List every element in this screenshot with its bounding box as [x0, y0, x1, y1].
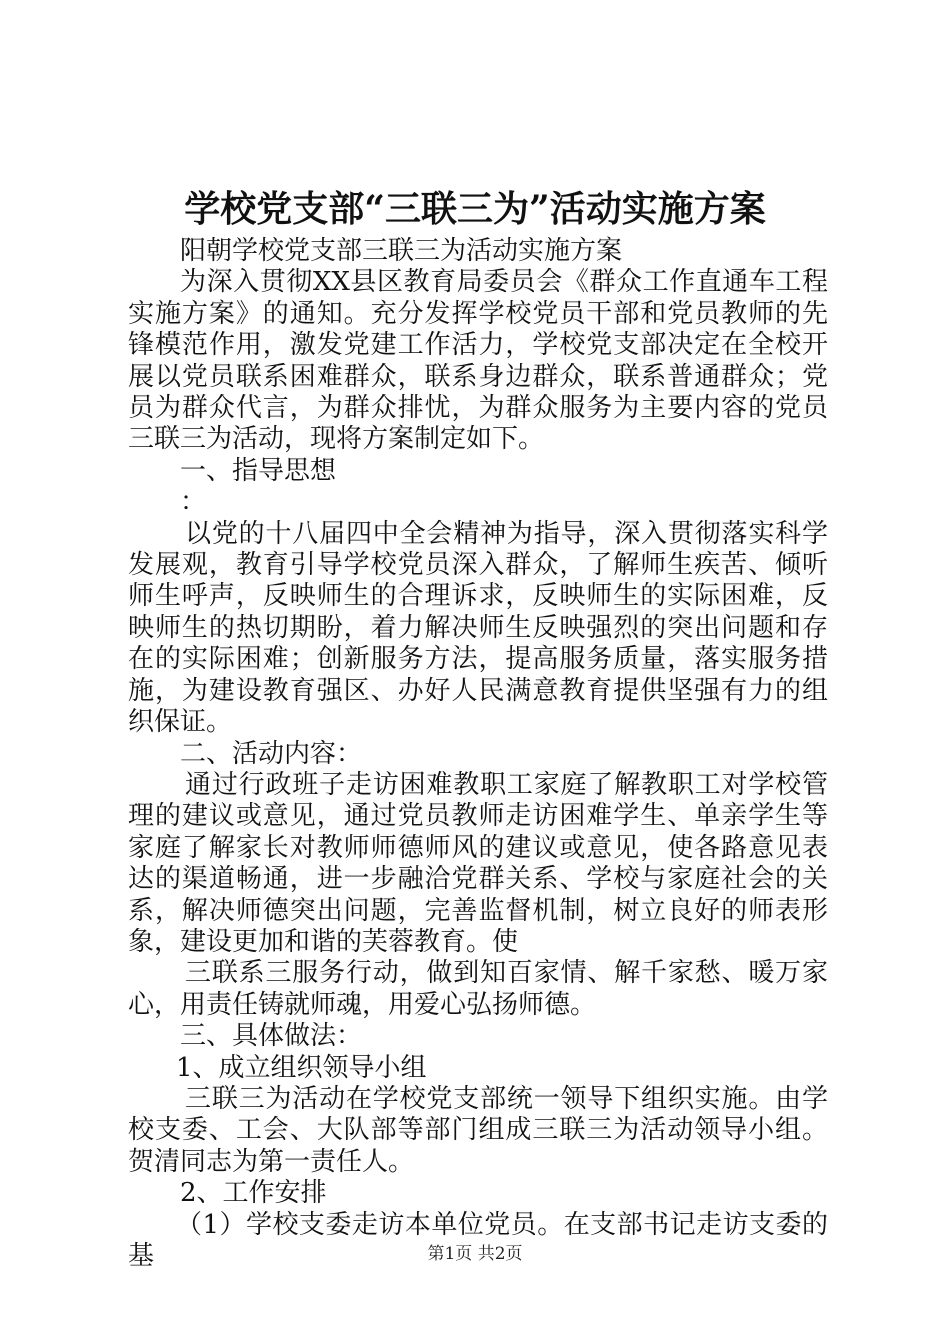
subheading-leadership-group: 1、成立组织领导小组	[176, 1052, 427, 1083]
section-heading-guiding-thought: 一、指导思想	[180, 455, 337, 486]
paragraph-guiding-thought: 以党的十八届四中全会精神为指导，深入贯彻落实科学发展观，教育引导学校党员深入群众，了解师生疾苦、倾听师生呼声，反映师生的合理诉求，反映师生的实际困难，反映师生的热切期盼，着力解决师生反映强烈的突出问题和存在的实际困难；创新服务方法，提高服务质量，落实服务措施，为建设教育强区、办好人民满意教育提供坚强有力的组织保证。	[128, 518, 828, 738]
paragraph-three-links: 三联系三服务行动，做到知百家情、解千家愁、暖万家心，用责任铸就师魂，用爱心弘扬师德。	[128, 958, 828, 1020]
section-heading-activity-content: 二、活动内容：	[180, 738, 363, 769]
page-footer: 第1页 共2页	[427, 1244, 523, 1264]
document-title: 学校党支部“三联三为”活动实施方案	[184, 188, 766, 230]
colon-line: ：	[180, 487, 207, 518]
paragraph-work-arrangement-1: （1）学校支委走访本单位党员。在支部书记走访支委的基	[128, 1209, 828, 1271]
document-body	[128, 236, 828, 1272]
section-heading-specific-methods: 三、具体做法：	[180, 1021, 363, 1052]
paragraph-activity-content: 通过行政班子走访困难教职工家庭了解教职工对学校管理的建议或意见，通过党员教师走访困难学生、单亲学生等家庭了解家长对教师师德师风的建议或意见，使各路意见表达的渠道畅通，进一步融洽党群关系、学校与家庭社会的关系，解决师德突出问题，完善监督机制，树立良好的师表形象，建设更加和谐的芙蓉教育。使	[128, 769, 828, 957]
subheading-work-arrangement: 2、工作安排	[180, 1178, 327, 1209]
paragraph-subtitle: 阳朝学校党支部三联三为活动实施方案	[180, 236, 623, 266]
paragraph-leadership-group: 三联三为活动在学校党支部统一领导下组织实施。由学校支委、工会、大队部等部门组成三联三为活动领导小组。贺清同志为第一责任人。	[128, 1083, 828, 1177]
paragraph-intro: 为深入贯彻XX县区教育局委员会《群众工作直通车工程实施方案》的通知。充分发挥学校党员干部和党员教师的先锋模范作用，激发党建工作活力，学校党支部决定在全校开展以党员联系困难群众，联系身边群众，联系普通群众；党员为群众代言，为群众排忧，为群众服务为主要内容的党员三联三为活动，现将方案制定如下。	[128, 267, 828, 455]
